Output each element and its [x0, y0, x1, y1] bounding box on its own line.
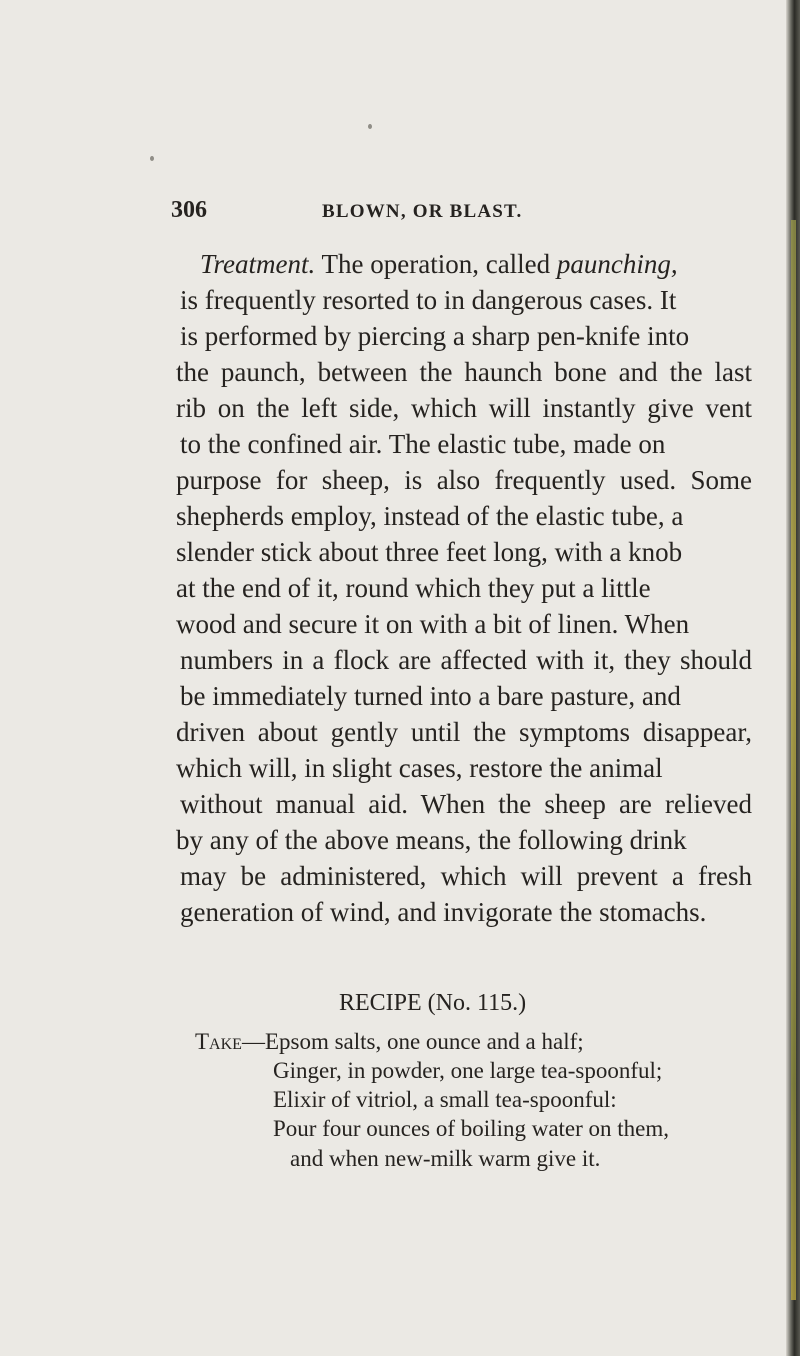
paragraph-line: generation of wind, and invigorate the stomachs.	[180, 897, 707, 927]
paragraph-line: may be administered, which will prevent a fresh	[180, 861, 752, 891]
ink-speck	[368, 124, 372, 129]
paragraph-line: the paunch, between the haunch bone and the last	[176, 357, 752, 387]
recipe-line: Ginger, in powder, one large tea-spoonful;	[273, 1058, 663, 1083]
paragraph-line: numbers in a flock are affected with it, they should	[180, 645, 752, 675]
paragraph-line: purpose for sheep, is also frequently used. Some	[176, 465, 752, 495]
paragraph-line	[200, 251, 678, 278]
take-word: Take	[195, 1029, 242, 1054]
recipe-heading: RECIPE (No. 115.)	[339, 990, 527, 1016]
paragraph-line: slender stick about three feet long, with a knob	[176, 537, 683, 567]
page-number: 306	[171, 197, 207, 223]
running-title: BLOWN, OR BLAST.	[322, 201, 523, 222]
ink-speck	[150, 156, 154, 161]
recipe-line: Pour four ounces of boiling water on them,	[273, 1116, 670, 1141]
recipe-line	[195, 1030, 584, 1053]
term-paunching: paunching,	[556, 249, 678, 279]
paragraph-line: which will, in slight cases, restore the animal	[176, 753, 663, 783]
paragraph-line: shepherds employ, instead of the elastic tube, a	[176, 501, 684, 531]
paragraph-line: by any of the above means, the following drink	[176, 825, 687, 855]
paragraph-line: wood and secure it on with a bit of linen. When	[176, 609, 690, 639]
paragraph-line: to the confined air. The elastic tube, made on	[180, 429, 666, 459]
recipe-line: Elixir of vitriol, a small tea-spoonful:	[273, 1087, 617, 1112]
line-text: The operation, called	[315, 249, 557, 279]
page-edge-stain	[791, 220, 796, 1300]
paragraph-line: be immediately turned into a bare pasture, and	[180, 681, 681, 711]
paragraph-line: rib on the left side, which will instantly give vent	[176, 393, 752, 423]
treatment-heading: Treatment.	[200, 249, 316, 279]
paragraph-line: is performed by piercing a sharp pen-knife into	[180, 321, 690, 351]
paragraph-line: without manual aid. When the sheep are relieved	[180, 789, 752, 819]
recipe-line: and when new-milk warm give it.	[290, 1146, 601, 1171]
paragraph-line: driven about gently until the symptoms disappear,	[176, 717, 752, 747]
paragraph-line: at the end of it, round which they put a little	[176, 573, 651, 603]
paragraph-line: is frequently resorted to in dangerous cases. It	[180, 285, 677, 315]
recipe-line-text: —Epsom salts, one ounce and a half;	[241, 1029, 584, 1054]
